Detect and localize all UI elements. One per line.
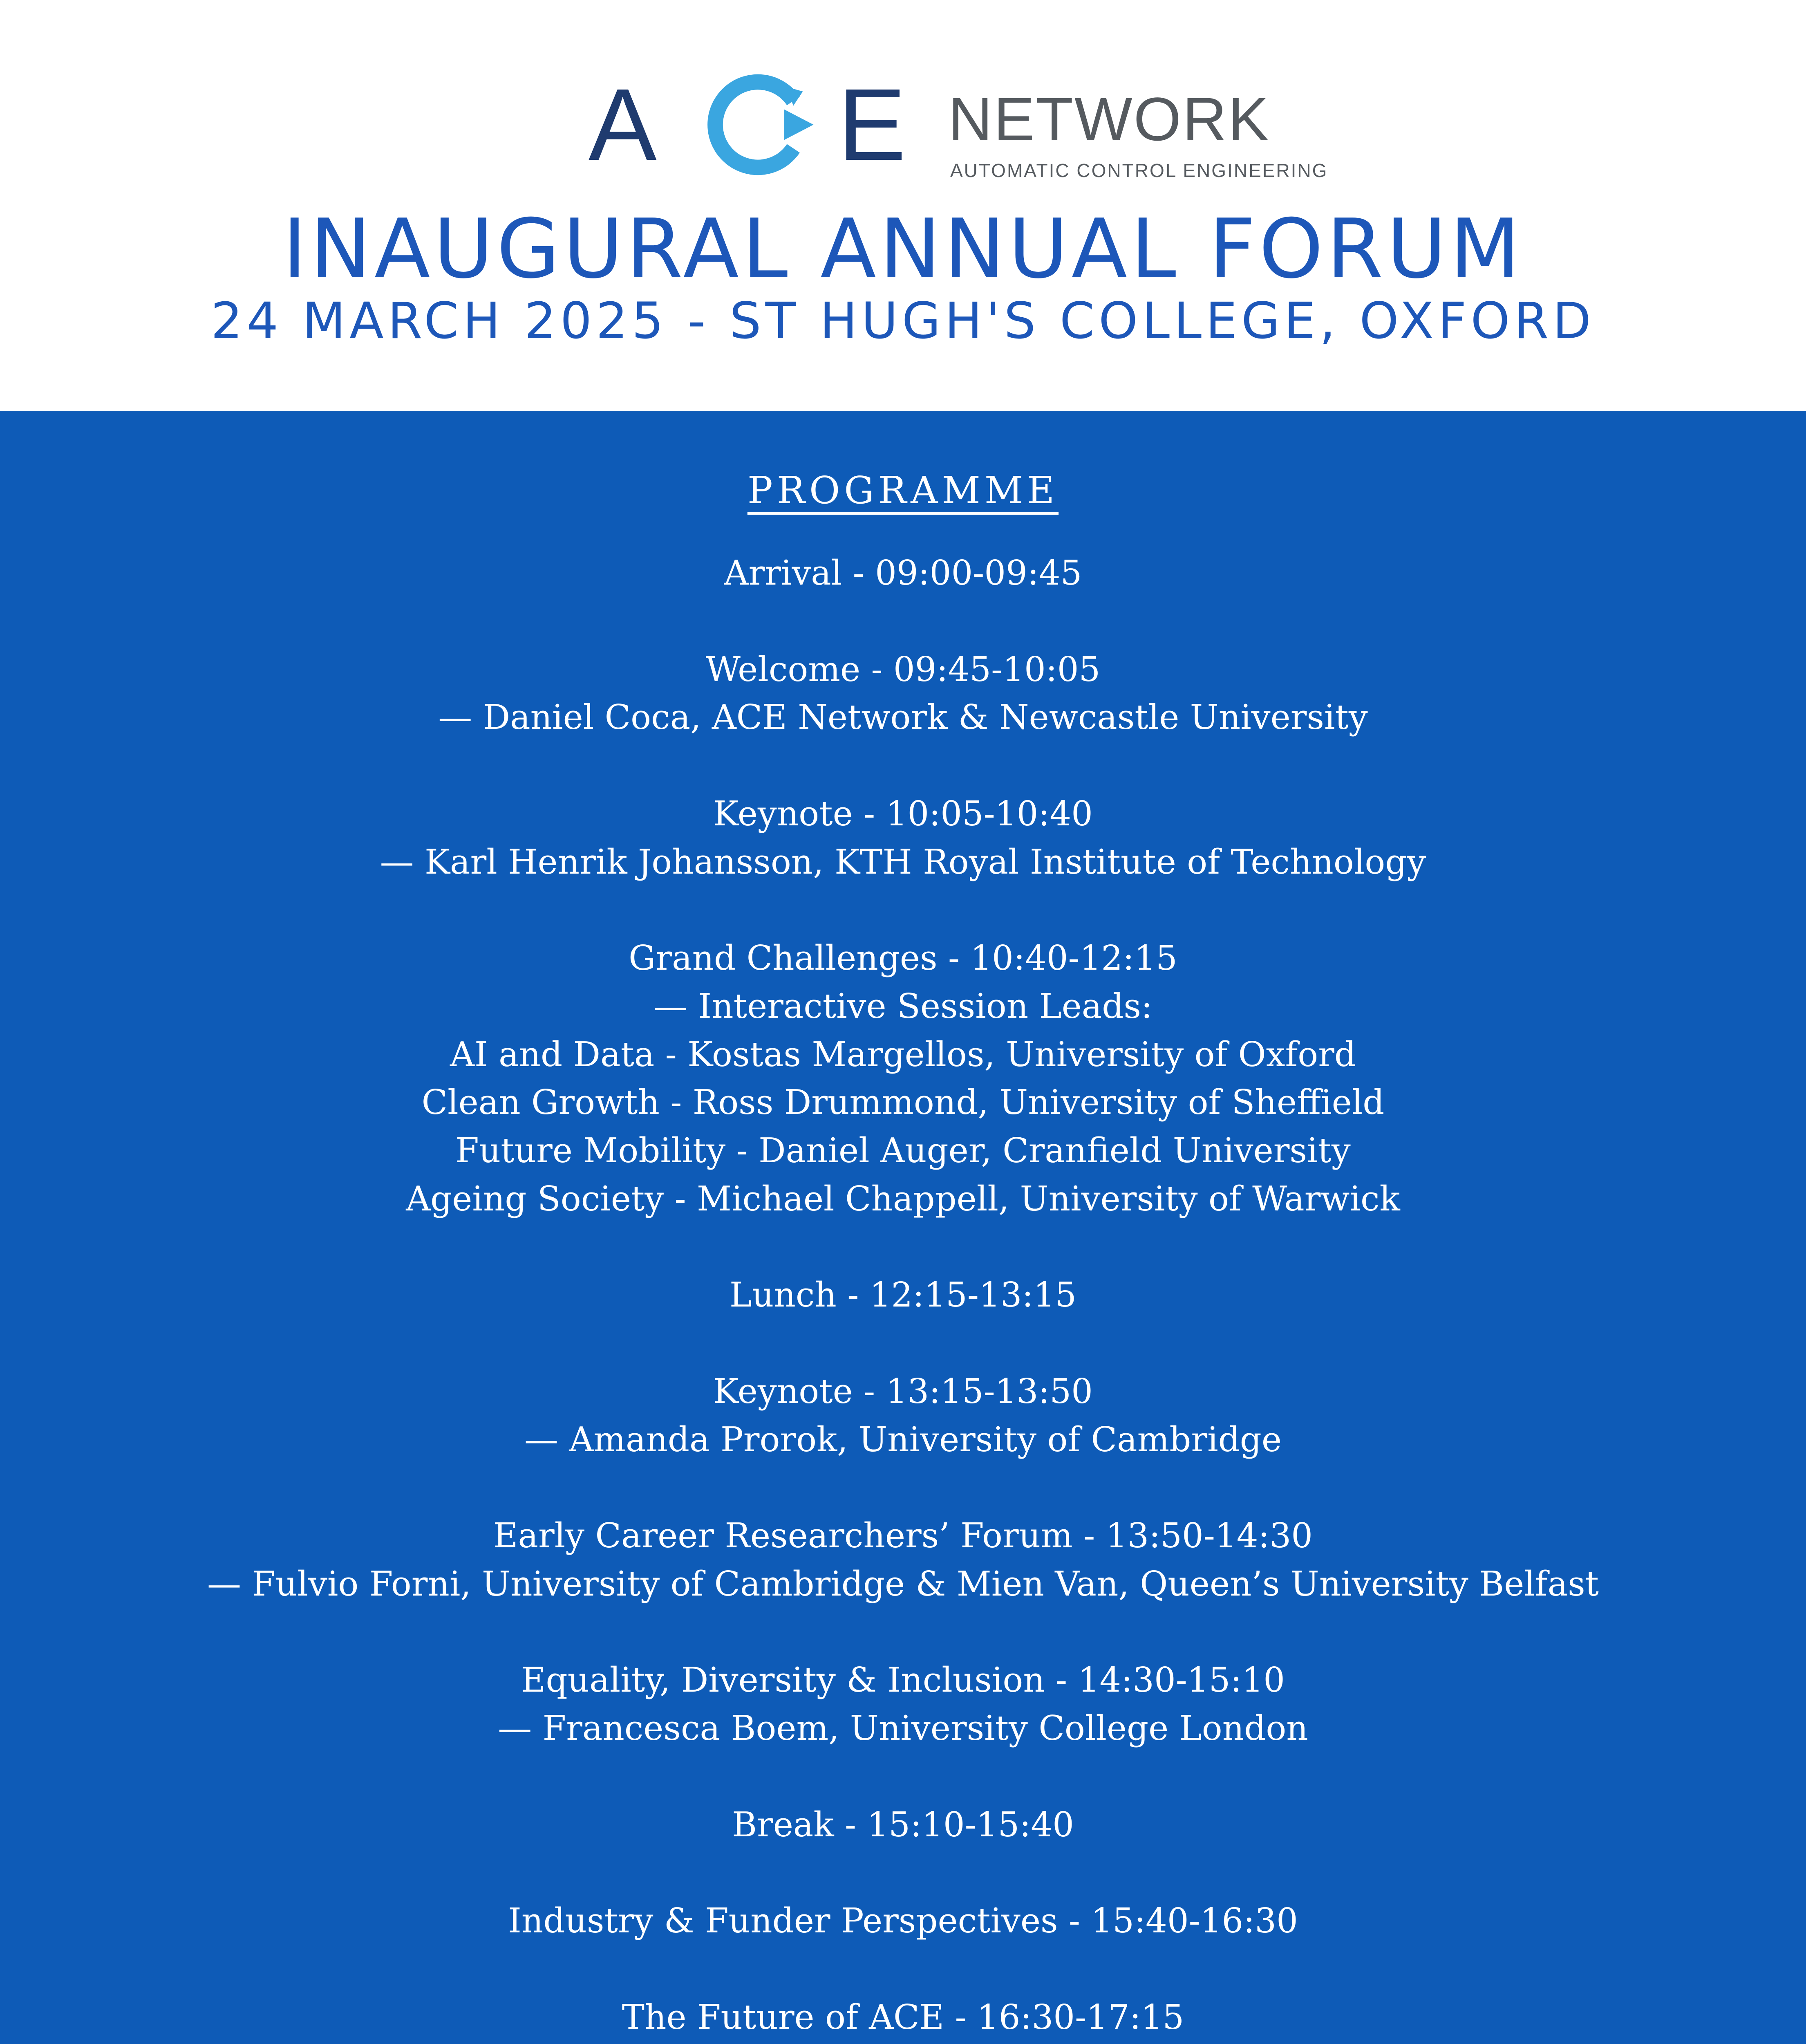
session-title: Keynote - 10:05-10:40 — [713, 793, 1093, 834]
session-title: Keynote - 13:15-13:50 — [713, 1371, 1093, 1411]
logo-network-text: NETWORK — [948, 85, 1270, 153]
session-title: Early Career Researchers’ Forum - 13:50-14:30 — [493, 1516, 1313, 1555]
logo-letter-a: A — [589, 67, 657, 182]
session-detail: Future Mobility - Daniel Auger, Cranfield University — [455, 1131, 1351, 1170]
programme-session — [0, 549, 1806, 597]
programme-session — [0, 645, 1806, 742]
header — [0, 0, 1806, 411]
session-title: Break - 15:10-15:40 — [732, 1804, 1074, 1845]
programme-session — [0, 1512, 1806, 1608]
programme-session — [0, 1993, 1806, 2044]
session-title: Grand Challenges - 10:40-12:15 — [629, 938, 1177, 978]
programme-session — [0, 1656, 1806, 1753]
programme-session — [0, 1271, 1806, 1319]
forum-subtitle: 24 MARCH 2025 - ST HUGH'S COLLEGE, OXFORD — [210, 292, 1596, 350]
session-detail: — Karl Henrik Johansson, KTH Royal Institute of Technology — [380, 842, 1426, 882]
session-title: Equality, Diversity & Inclusion - 14:30-15:10 — [521, 1660, 1285, 1700]
session-detail: — Amanda Prorok, University of Cambridge — [524, 1419, 1282, 1459]
programme-list — [0, 549, 1806, 2044]
session-title: Industry & Funder Perspectives - 15:40-16:30 — [508, 1901, 1298, 1941]
session-detail: Clean Growth - Ross Drummond, University of Sheffield — [421, 1083, 1385, 1123]
session-detail: — Daniel Coca, ACE Network & Newcastle University — [438, 697, 1368, 737]
session-detail: — Interactive Session Leads: — [653, 986, 1153, 1026]
programme-session — [0, 1367, 1806, 1464]
session-detail: — Francesca Boem, University College London — [498, 1708, 1308, 1748]
programme-session — [0, 934, 1806, 1223]
programme-panel — [0, 411, 1806, 2044]
session-detail: Ageing Society - Michael Chappell, University of Warwick — [406, 1179, 1400, 1219]
programme-heading: PROGRAMME — [747, 468, 1059, 512]
session-title: Arrival - 09:00-09:45 — [724, 553, 1082, 593]
programme-session — [0, 1801, 1806, 1849]
forum-title: INAUGURAL ANNUAL FORUM — [282, 202, 1524, 297]
session-detail: — Fulvio Forni, University of Cambridge & Mien Van, Queen’s University Belfast — [207, 1564, 1599, 1604]
programme-session — [0, 1897, 1806, 1945]
session-title: The Future of ACE - 16:30-17:15 — [622, 1997, 1184, 2037]
circular-arrow-icon — [701, 65, 819, 184]
session-title: Welcome - 09:45-10:05 — [705, 649, 1101, 689]
programme-session — [0, 790, 1806, 886]
session-title: Lunch - 12:15-13:15 — [729, 1275, 1077, 1315]
session-detail — [0, 2041, 1806, 2044]
logo-tagline: AUTOMATIC CONTROL ENGINEERING — [950, 160, 1328, 181]
ace-network-logo — [589, 61, 1328, 188]
session-detail: AI and Data - Kostas Margellos, University of Oxford — [450, 1034, 1356, 1074]
logo-letter-e: E — [838, 67, 906, 182]
